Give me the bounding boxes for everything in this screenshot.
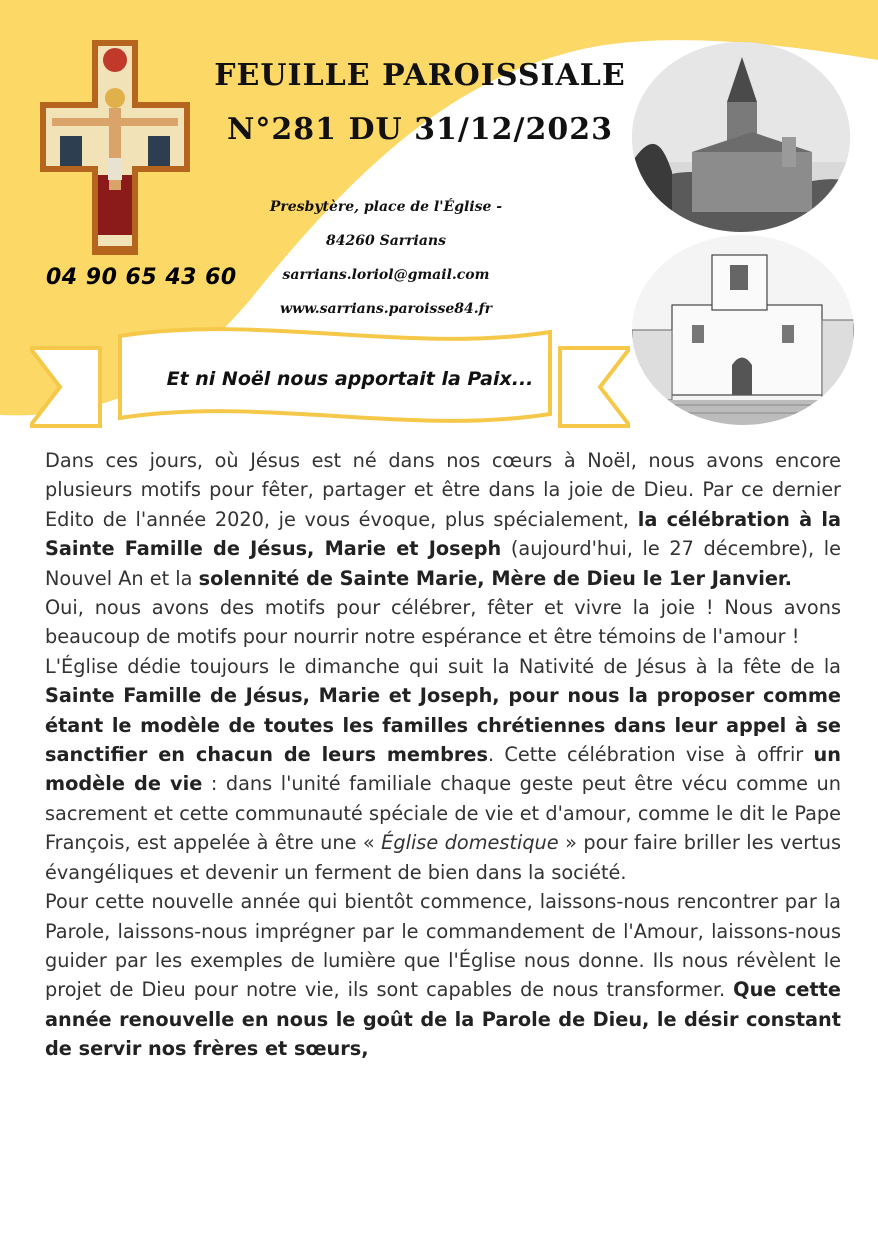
address-line-1: Presbytère, place de l'Église - (269, 199, 503, 215)
paragraph-1: Dans ces jours, où Jésus est né dans nos cœurs à Noël, nous avons encore plusieurs motifs pour fêter, partager et être dans la joie de Dieu. Par ce dernier Edito de l'année 2020, je vous évoque, plus spécialement, la célébration à la Sainte Famille de Jésus, Marie et Joseph (aujourd'hui, le 27 décembre), le Nouvel An et la solennité de Sainte Marie, Mère de Dieu le 1er Janvier. (45, 449, 841, 590)
church-photo (632, 42, 850, 232)
issue-number-date: N°281 DU 31/12/2023 (226, 112, 614, 147)
banner-headline: Et ni Noël nous apportait la Paix... (166, 368, 534, 390)
email-address[interactable]: sarrians.loriol@gmail.com (282, 267, 490, 283)
cross-icon (40, 40, 190, 255)
address-line-2: 84260 Sarrians (326, 233, 446, 249)
paragraph-2: Oui, nous avons des motifs pour célébrer, fêter et vivre la joie ! Nous avons beaucoup de motifs pour nourrir notre espérance et être témoins de l'amour ! (45, 596, 841, 649)
website-link[interactable]: www.sarrians.paroisse84.fr (280, 301, 492, 317)
paragraph-4: Pour cette nouvelle année qui bientôt commence, laissons-nous rencontrer par la Parole, laissons-nous imprégner par le commandement de l'Amour, laissons-nous guider par les exemples de lumière que l'Église nous donne. Ils nous révèlent le projet de Dieu pour notre vie, ils sont capables de nous transformer. Que cette année renouvelle en nous le goût de la Parole de Dieu, le désir constant de servir nos frères et sœurs, (45, 890, 841, 1061)
phone-number: 04 90 65 43 60 (46, 265, 237, 290)
church-drawing (632, 235, 854, 425)
newsletter-title: FEUILLE PAROISSIALE (214, 58, 626, 93)
parish-contact-block (250, 190, 522, 326)
editorial-text (45, 446, 841, 1064)
paragraph-3: L'Église dédie toujours le dimanche qui suit la Nativité de Jésus à la fête de la Sainte Famille de Jésus, Marie et Joseph, pour nous la proposer comme étant le modèle de toutes les familles chrétiennes dans leur appel à se sanctifier en chacun de leurs membres. Cette célébration vise à offrir un modèle de vie : dans l'unité familiale chaque geste peut être vécu comme un sacrement et cette communauté spéciale de vie et d'amour, comme le dit le Pape François, est appelée à être une « Église domestique » pour faire briller les vertus évangéliques et devenir un ferment de bien dans la société. (45, 654, 841, 884)
